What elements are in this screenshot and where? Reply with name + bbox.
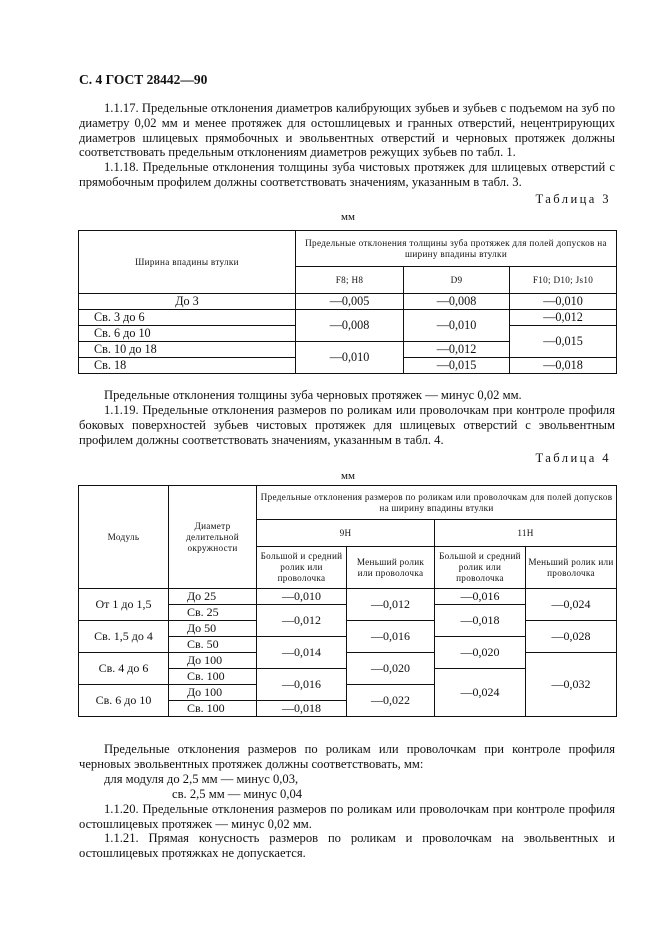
table-3-header-width: Ширина впадины втулки	[79, 231, 296, 294]
table-4-module: Св. 6 до 10	[79, 685, 169, 717]
table-3-col-f10: F10; D10; Js10	[510, 267, 617, 294]
table-cell: —0,012	[347, 589, 435, 621]
table-4-diameter: Св. 50	[169, 637, 257, 653]
paragraph-rough-teeth: Предельные отклонения толщины зуба черновых протяжек — минус 0,02 мм.	[104, 388, 522, 402]
table-4-diameter: До 25	[169, 589, 257, 605]
table-cell: —0,020	[347, 653, 435, 685]
table-4-sub-small-11h: Меньший ролик или проволочка	[526, 547, 617, 589]
table-cell: —0,016	[257, 669, 347, 701]
table-4-diameter: Св. 25	[169, 605, 257, 621]
table-cell: —0,018	[435, 605, 526, 637]
table-cell: —0,010	[257, 589, 347, 605]
table-4-header-diameter: Диаметр делительной окружности	[169, 486, 257, 589]
table-3-col-f8: F8; H8	[296, 267, 404, 294]
table-cell: —0,012	[404, 342, 510, 358]
table-cell: —0,010	[296, 342, 404, 374]
table-4-caption: Таблица 4	[535, 451, 611, 465]
table-cell: —0,012	[510, 310, 617, 326]
table-cell: —0,028	[526, 621, 617, 653]
table-4-sub-small-9h: Меньший ролик или проволочка	[347, 547, 435, 589]
table-3-row-label: До 3	[79, 294, 296, 310]
table-cell: —0,016	[435, 589, 526, 605]
table-4	[78, 485, 617, 717]
paragraph-1-1-18: 1.1.18. Предельные отклонения толщины зуба чистовых протяжек для шлицевых отверстий с прямобочным профилем должны соответствовать значениям, указанным в табл. 3.	[79, 160, 615, 189]
table-cell: —0,015	[510, 326, 617, 358]
table-cell: —0,008	[296, 310, 404, 342]
paragraph-1-1-17: 1.1.17. Предельные отклонения диаметров калибрующих зубьев и зубьев с подъемом на зуб по диаметру 0,02 мм и менее протяжек для остошлицевых и гранных отверстий, нецентрирующих диаметров шлицевых прямобочных и эвольвентных отверстий и черновых протяжек должны соответствовать предельным отклонениям диаметров режущих зубьев по табл. 1.	[79, 101, 615, 160]
paragraph-1-1-19: 1.1.19. Предельные отклонения размеров по роликам или проволочкам при контроле профиля боковых поверхностей зубьев чистовых протяжек для шлицевых отверстий с эвольвентным профилем должны соответствовать значениям, указанным в табл. 4.	[79, 403, 615, 447]
table-4-col-9h: 9H	[257, 520, 435, 547]
table-cell: —0,010	[510, 294, 617, 310]
table-4-diameter: До 100	[169, 653, 257, 669]
table-4-diameter: До 100	[169, 685, 257, 701]
table-3-caption: Таблица 3	[535, 192, 611, 206]
line-module-big: св. 2,5 мм — минус 0,04	[172, 787, 303, 801]
table-cell: —0,010	[404, 310, 510, 342]
table-cell: —0,005	[296, 294, 404, 310]
line-module-small: для модуля до 2,5 мм — минус 0,03,	[104, 772, 299, 786]
table-3-row-label: Св. 6 до 10	[79, 326, 296, 342]
table-4-sub-big-11h: Большой и средний ролик или проволочка	[435, 547, 526, 589]
table-4-diameter: До 50	[169, 621, 257, 637]
table-cell: —0,032	[526, 653, 617, 717]
table-3-row-label: Св. 10 до 18	[79, 342, 296, 358]
paragraph-1-1-20: 1.1.20. Предельные отклонения размеров по роликам или проволочкам при контроле профиля остошлицевых протяжек — минус 0,02 мм.	[79, 802, 615, 831]
paragraph-1-1-21: 1.1.21. Прямая конусность размеров по роликам и проволочкам на эвольвентных и остошлицевых протяжках не допускается.	[79, 831, 615, 860]
table-cell: —0,018	[510, 358, 617, 374]
table-4-diameter: Св. 100	[169, 701, 257, 717]
table-4-module: От 1 до 1,5	[79, 589, 169, 621]
table-3-unit: мм	[341, 211, 355, 223]
table-3-row-label: Св. 18	[79, 358, 296, 374]
table-cell: —0,012	[257, 605, 347, 637]
table-cell: —0,022	[347, 685, 435, 717]
table-3-header-deviations: Предельные отклонения толщины зуба протяжек для полей допусков на ширину впадины втулки	[296, 231, 617, 267]
table-4-col-11h: 11H	[435, 520, 617, 547]
table-cell: —0,008	[404, 294, 510, 310]
table-3	[78, 230, 617, 374]
table-4-module: Св. 1,5 до 4	[79, 621, 169, 653]
table-cell: —0,024	[526, 589, 617, 621]
table-cell: —0,020	[435, 637, 526, 669]
page-header: С. 4 ГОСТ 28442—90	[79, 72, 208, 87]
table-4-header-module: Модуль	[79, 486, 169, 589]
table-cell: —0,014	[257, 637, 347, 669]
table-3-col-d9: D9	[404, 267, 510, 294]
paragraph-rough-evolvent: Предельные отклонения размеров по роликам или проволочкам при контроле профиля черновых эвольвентных протяжек должны соответствовать, мм:	[79, 742, 615, 771]
table-cell: —0,015	[404, 358, 510, 374]
table-cell: —0,016	[347, 621, 435, 653]
table-cell: —0,018	[257, 701, 347, 717]
table-3-row-label: Св. 3 до 6	[79, 310, 296, 326]
table-4-unit: мм	[341, 470, 355, 482]
table-cell: —0,024	[435, 669, 526, 717]
table-4-module: Св. 4 до 6	[79, 653, 169, 685]
table-4-sub-big-9h: Большой и средний ролик или проволочка	[257, 547, 347, 589]
table-4-header-deviations: Предельные отклонения размеров по роликам или проволочкам для полей допусков на ширину впадины втулки	[257, 486, 617, 520]
table-4-diameter: Св. 100	[169, 669, 257, 685]
